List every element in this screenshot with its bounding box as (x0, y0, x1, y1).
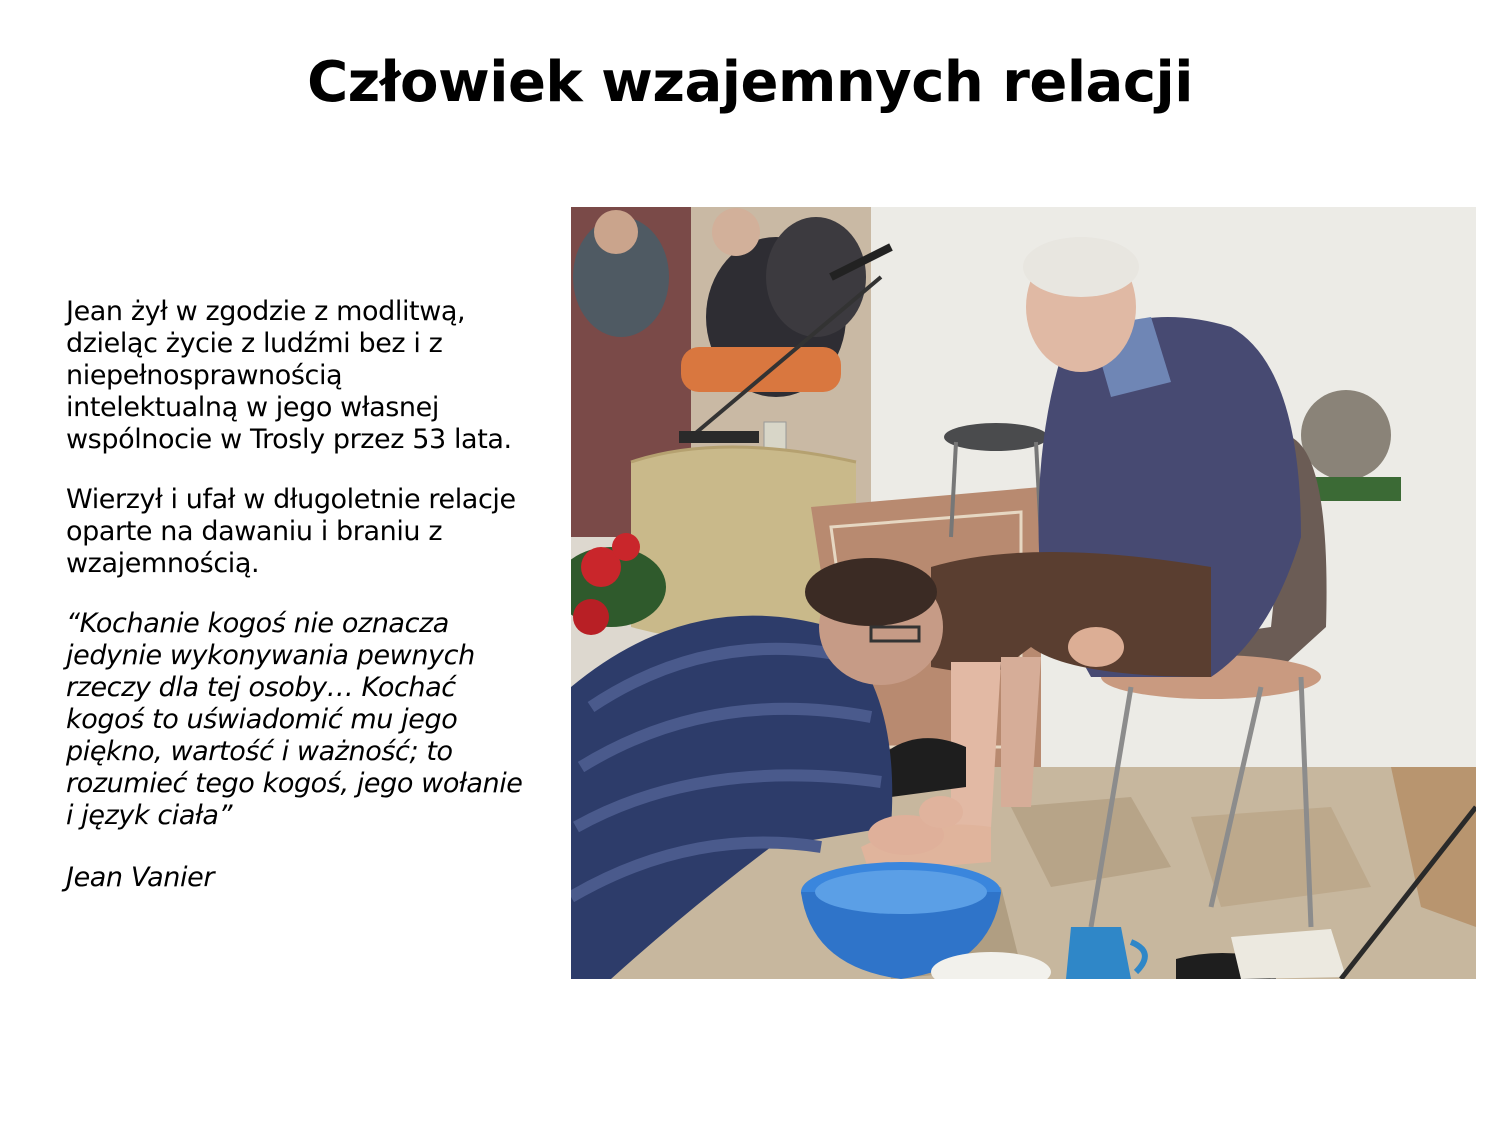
paragraph-1: Jean żył w zgodzie z modlitwą, dzieląc życie z ludźmi bez i z niepełnosprawnością intelektualną w jego własnej wspólnocie w Trosly przez 53 lata. (66, 296, 512, 455)
slide-title: Człowiek wzajemnych relacji (307, 50, 1193, 115)
paragraph-2: Wierzył i ufał w długoletnie relacje oparte na dawaniu i braniu z wzajemnością. (66, 484, 516, 579)
quote-author: Jean Vanier (66, 862, 215, 893)
body-text (66, 296, 546, 922)
quote-text: “Kochanie kogoś nie oznacza jedynie wykonywania pewnych rzeczy dla tej osoby… Kochać kogoś to uświadomić mu jego piękno, wartość i ważność; to rozumieć tego kogoś, jego wołanie i język ciała” (66, 608, 523, 831)
foot-washing-photo (571, 207, 1476, 979)
